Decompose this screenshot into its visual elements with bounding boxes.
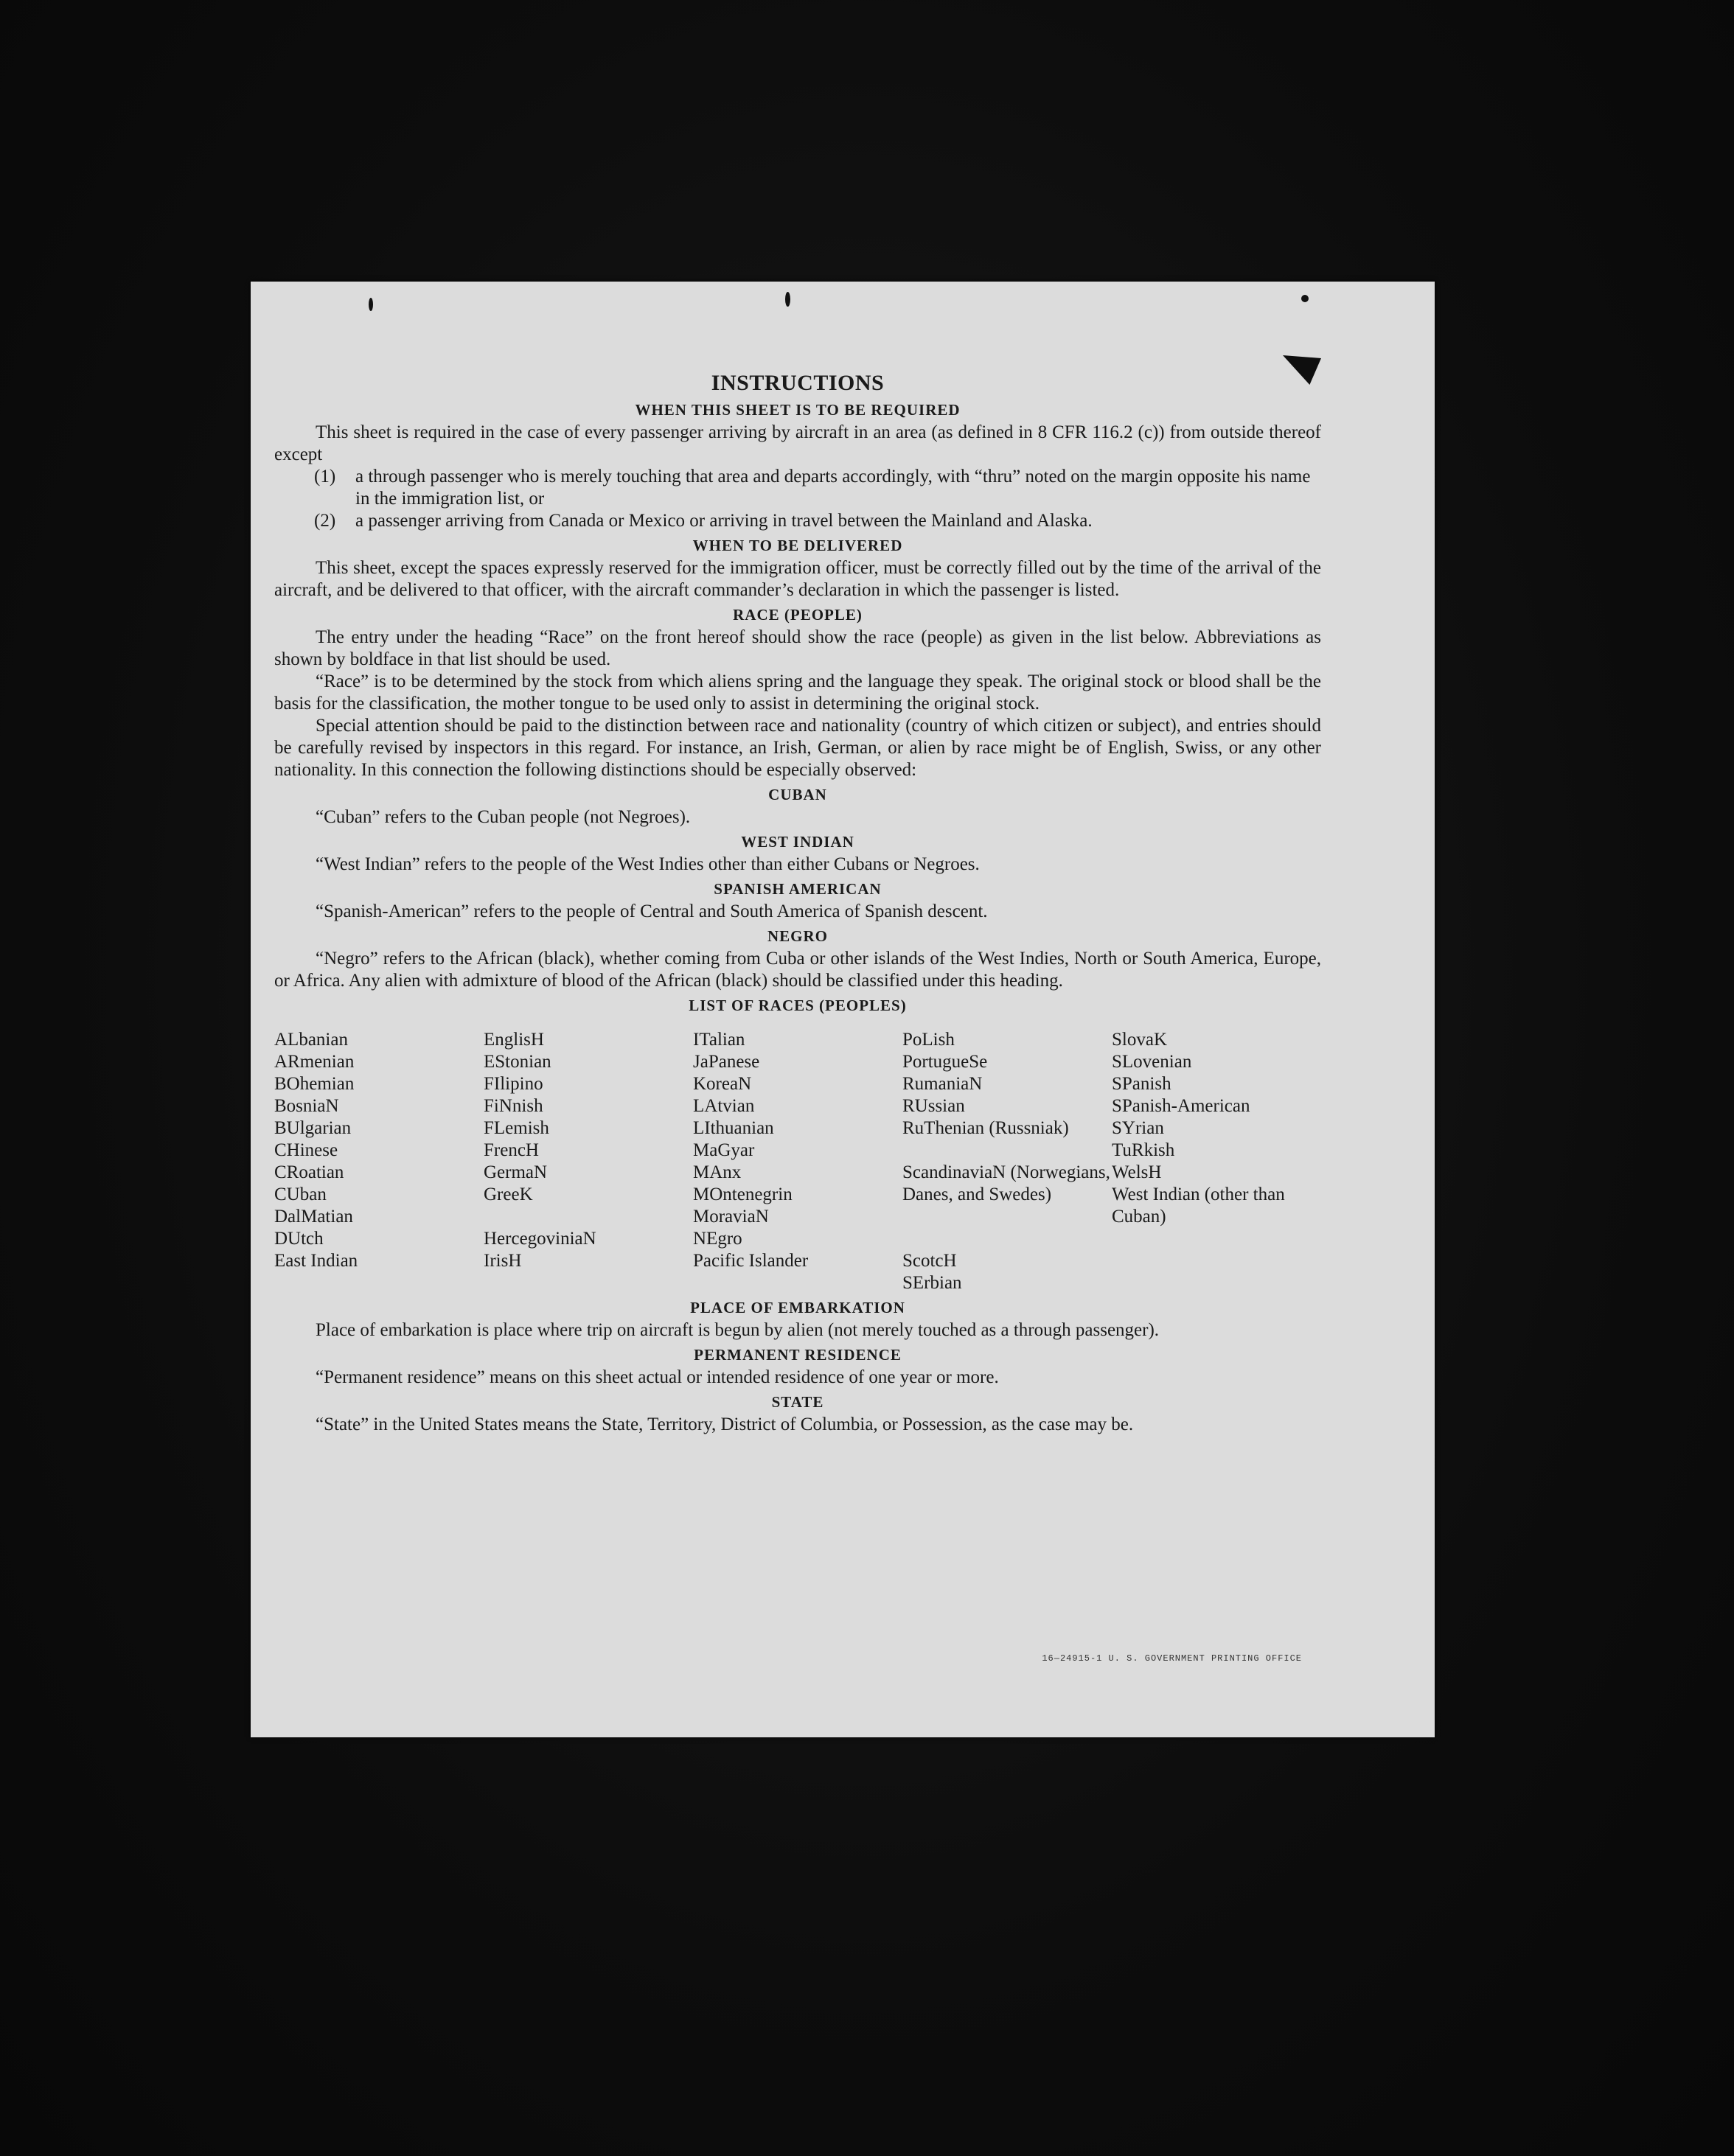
race-entry: SYrian — [1112, 1118, 1164, 1138]
section-heading: WHEN TO BE DELIVERED — [692, 537, 903, 554]
race-entry: KoreaN — [693, 1074, 752, 1094]
race-entry: SLovenian — [1112, 1052, 1192, 1072]
printing-office-code: 16—24915-1 U. S. GOVERNMENT PRINTING OFFICE — [1042, 1653, 1302, 1664]
race-entry: ITalian — [693, 1030, 745, 1050]
race-entry: GreeK — [484, 1185, 533, 1204]
race-entry: FrencH — [484, 1140, 539, 1160]
race-entry: DalMatian — [274, 1207, 353, 1227]
section-heading: WEST INDIAN — [741, 833, 854, 851]
paragraph: Special attention should be paid to the distinction between race and nationality (country of which citizen or subject), and entries should be carefully revised by inspectors in this regard. For instance, an Irish, German, or alien by race might be of English, Swiss, or any other nationality. In this connection the following distinctions should be especially observed: — [274, 716, 1321, 780]
race-entry: JaPanese — [693, 1052, 760, 1072]
race-entry: RumaniaN — [902, 1074, 983, 1094]
race-entry: CHinese — [274, 1140, 338, 1160]
race-entry: LAtvian — [693, 1096, 755, 1116]
paragraph: This sheet is required in the case of every passenger arriving by aircraft in an area (as defined in 8 CFR 116.2 (c)) from outside thereof except — [274, 422, 1321, 464]
list-item — [314, 466, 1321, 510]
race-entry: Pacific Islander — [693, 1251, 809, 1271]
race-entry: BUlgarian — [274, 1118, 352, 1138]
ink-speck — [1301, 295, 1309, 302]
race-column — [1112, 1029, 1321, 1294]
race-column — [902, 1029, 1112, 1294]
race-entry: BOhemian — [274, 1074, 355, 1094]
race-entry: RUssian — [902, 1096, 965, 1116]
paragraph: “Spanish-American” refers to the people of Central and South America of Spanish descent. — [316, 901, 988, 921]
race-entry: TuRkish — [1112, 1140, 1175, 1160]
race-entry — [1112, 1272, 1321, 1294]
race-entry: WelsH — [1112, 1162, 1162, 1182]
race-entry: ScandinaviaN (Norwegians, Danes, and Swedes) — [902, 1162, 1110, 1204]
paragraph: The entry under the heading “Race” on the front hereof should show the race (people) as given in the list below. Abbreviations as shown by boldface in that list should be used. — [274, 627, 1321, 669]
race-entry: EStonian — [484, 1052, 551, 1072]
race-entry: ARmenian — [274, 1052, 355, 1072]
race-entry — [902, 1140, 1112, 1162]
race-entry: East Indian — [274, 1251, 358, 1271]
race-entry: DUtch — [274, 1229, 324, 1249]
race-entry: PortugueSe — [902, 1052, 988, 1072]
race-entry: NEgro — [693, 1229, 742, 1249]
section-heading: LIST OF RACES (PEOPLES) — [689, 997, 907, 1014]
race-entry — [1112, 1228, 1321, 1250]
race-entry: FLemish — [484, 1118, 549, 1138]
section-heading: CUBAN — [768, 786, 827, 803]
item-number: (1) — [314, 467, 336, 486]
race-entry: SPanish — [1112, 1074, 1171, 1094]
race-entry: CRoatian — [274, 1162, 344, 1182]
race-entry: MOntenegrin — [693, 1185, 793, 1204]
list-item — [314, 510, 1321, 532]
race-entry: BosniaN — [274, 1096, 339, 1116]
paragraph: This sheet, except the spaces expressly reserved for the immigration officer, must be correctly filled out by the time of the arrival of the aircraft, and be delivered to that officer, with the aircraft commander’s declaration in which the passenger is listed. — [274, 558, 1321, 600]
race-entry — [902, 1228, 1112, 1250]
section-heading: STATE — [771, 1393, 824, 1411]
ink-speck — [785, 292, 790, 307]
race-entry: LIthuanian — [693, 1118, 774, 1138]
race-entry: MaGyar — [693, 1140, 755, 1160]
race-list — [274, 1029, 1321, 1294]
section-heading: NEGRO — [767, 927, 828, 945]
race-entry: West Indian (other than Cuban) — [1112, 1185, 1285, 1227]
item-number: (2) — [314, 511, 336, 531]
race-entry: HercegoviniaN — [484, 1229, 596, 1249]
paragraph: “State” in the United States means the State, Territory, District of Columbia, or Possession, as the case may be. — [316, 1414, 1134, 1434]
race-entry: GermaN — [484, 1162, 548, 1182]
race-entry: SErbian — [902, 1273, 962, 1293]
race-entry — [1112, 1250, 1321, 1272]
race-entry: CUban — [274, 1185, 327, 1204]
race-entry: IrisH — [484, 1251, 522, 1271]
race-column — [484, 1029, 693, 1294]
race-entry — [902, 1206, 1112, 1228]
section-heading: PLACE OF EMBARKATION — [690, 1299, 905, 1316]
race-entry: SlovaK — [1112, 1030, 1167, 1050]
ink-speck — [369, 298, 373, 311]
race-entry: PoLish — [902, 1030, 955, 1050]
section-heading: PERMANENT RESIDENCE — [694, 1346, 902, 1364]
paragraph: “Negro” refers to the African (black), whether coming from Cuba or other islands of the West Indies, North or South America, Europe, or Africa. Any alien with admixture of blood of the African (black) should be classified under this heading. — [274, 949, 1321, 991]
paragraph: “Permanent residence” means on this sheet actual or intended residence of one year or more. — [316, 1367, 999, 1387]
race-column — [693, 1029, 902, 1294]
race-entry: FIlipino — [484, 1074, 543, 1094]
page-title: INSTRUCTIONS — [711, 371, 885, 395]
race-entry: MoraviaN — [693, 1207, 769, 1227]
paragraph: “Race” is to be determined by the stock from which aliens spring and the language they speak. The original stock or blood shall be the basis for the classification, the mother tongue to be used only to assist in determining the original stock. — [274, 671, 1321, 714]
paragraph: “West Indian” refers to the people of the West Indies other than either Cubans or Negroes. — [316, 854, 980, 874]
race-entry: FiNnish — [484, 1096, 543, 1116]
race-column — [274, 1029, 484, 1294]
item-text: a passenger arriving from Canada or Mexico or arriving in travel between the Mainland and Alaska. — [355, 511, 1093, 531]
section-heading: RACE (PEOPLE) — [733, 606, 863, 624]
race-entry — [484, 1206, 693, 1228]
race-entry: ScotcH — [902, 1251, 957, 1271]
item-text: a through passenger who is merely touching that area and departs accordingly, with “thru” noted on the margin opposite his name in the immigration list, or — [355, 467, 1311, 509]
section-heading: WHEN THIS SHEET IS TO BE REQUIRED — [635, 401, 961, 419]
instruction-sheet — [251, 282, 1435, 1737]
race-entry: ALbanian — [274, 1030, 348, 1050]
race-entry: SPanish-American — [1112, 1096, 1250, 1116]
paragraph: Place of embarkation is place where trip on aircraft is begun by alien (not merely touched as a through passenger). — [316, 1320, 1160, 1340]
section-heading: SPANISH AMERICAN — [714, 880, 882, 898]
race-entry: EnglisH — [484, 1030, 544, 1050]
paragraph: “Cuban” refers to the Cuban people (not Negroes). — [316, 807, 691, 827]
race-entry: RuThenian (Russniak) — [902, 1118, 1069, 1138]
race-entry: MAnx — [693, 1162, 742, 1182]
